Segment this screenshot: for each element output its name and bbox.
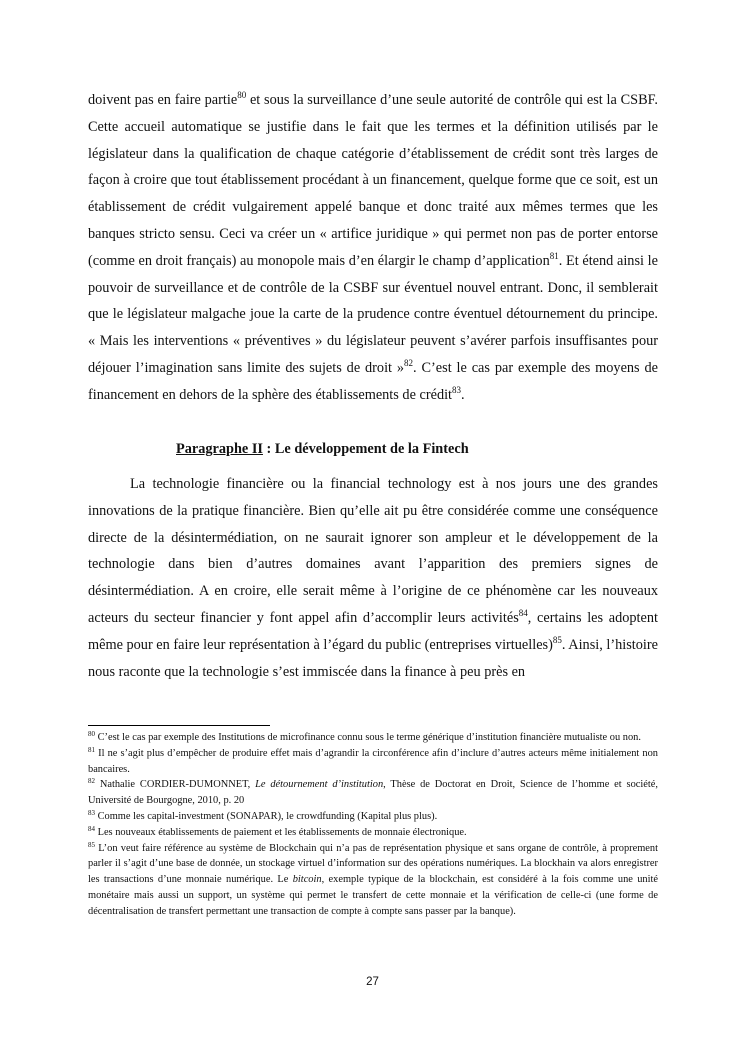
- text-segment: , certains les adoptent même pour en faire leur représentation à l’égard du public (entreprises virtuelles): [88, 609, 658, 653]
- footnote-term-italic: bitcoin: [292, 874, 322, 886]
- footnote-text: L’on veut faire référence au système de Blockchain qui n’a pas de représentation physique et sans organe de contrôle, à proprement parler il s’agit d’une base de donnée, un stockage virtuel d’information sur des opérations numériques. La blockhain va alors enregistrer les transactions d’une monnaie numérique. Le: [88, 842, 658, 886]
- footnote-title-italic: Le détournement d’institution: [255, 779, 384, 791]
- footnote-text: Les nouveaux établissements de paiement et les établissements de monnaie électronique.: [95, 826, 467, 838]
- footnote-ref-84[interactable]: 84: [518, 607, 528, 618]
- footnote-ref-81[interactable]: 81: [549, 250, 559, 261]
- footnote-85: [88, 841, 658, 920]
- footnote-83: [88, 809, 658, 825]
- footnote-ref-82[interactable]: 82: [404, 357, 414, 368]
- footnote-80: [88, 730, 658, 746]
- footnote-81: [88, 746, 658, 778]
- footnote-text: Comme les capital-investment (SONAPAR), le crowdfunding (Kapital plus plus).: [95, 810, 438, 822]
- footnote-number: 84: [88, 824, 95, 833]
- footnote-ref-83[interactable]: 83: [452, 384, 462, 395]
- footnote-number: 82: [88, 777, 95, 786]
- heading-label: Paragraphe II: [176, 441, 263, 457]
- text-segment: et sous la surveillance d’une seule autorité de contrôle qui est la CSBF. Cette accueil automatique se justifie dans le fait que les termes et la définition utilisés par le législateur dans la qualification de chaque catégorie d’établissement de crédit sont très larges de façon à croire que tout établissement procédant à un financement, quelque forme que ce soit, est un établissement de crédit vulgairement appelé banque et donc traité aux mêmes termes que les banques stricto sensu. Ceci va créer un « artifice juridique » qui permet non pas de porter entorse (comme en droit français) au monopole mais d’en élargir le champ d’application: [88, 92, 658, 269]
- text-segment: . C’est le cas par exemple des moyens de financement en dehors de la sphère des établissements de crédit: [88, 359, 658, 403]
- footnote-text: , exemple typique de la blockchain, est considéré à la fois comme une unité monétaire mais aussi un support, un système qui permet le transfert de cette monnaie et la vérification de celle-ci (une forme de décentralisation de transfert permettant une transaction de compte à compte sans passer par la banque).: [88, 874, 659, 917]
- footnote-separator: [88, 725, 270, 726]
- section-heading: [176, 436, 469, 462]
- text-segment: . Ainsi, l’histoire nous raconte que la technologie s’est immiscée dans la finance à peu près en: [88, 636, 659, 680]
- page-number: 27: [366, 976, 379, 988]
- footnote-number: 80: [88, 730, 95, 738]
- text-segment: La technologie financière ou la financial technology est à nos jours une des grandes innovations de la pratique financière. Bien qu’elle ait pu être considérée comme une conséquence directe de la désintermédiation, on ne saurait ignorer son ampleur et le développement de la technologie dans bien d’autres domaines avant l’apparition des premiers signes de désintermédiation. A en croire, elle serait même à l’origine de ce phénomène car les nouveaux acteurs du secteur financier y font appel afin d’accomplir leurs activités: [88, 476, 658, 626]
- footnote-number: 85: [88, 840, 95, 849]
- body-paragraph-2: [88, 471, 658, 685]
- footnote-text: , Thèse de Doctorat en Droit, Science de l’homme et société, Université de Bourgogne, 2010, p. 20: [88, 779, 658, 807]
- footnote-82: [88, 777, 658, 809]
- text-segment: .: [461, 386, 465, 403]
- text-segment: doivent pas en faire partie: [88, 92, 238, 108]
- footnote-text: Il ne s’agit plus d’empêcher de produire effet mais d’agrandir la circonférence afin d’inclure d’autres acteurs même initialement non bancaires.: [88, 747, 658, 775]
- heading-title: : Le développement de la Fintech: [262, 441, 469, 457]
- body-paragraph-1: [88, 87, 658, 409]
- footnote-number: 81: [88, 745, 95, 754]
- footnote-text: C’est le cas par exemple des Institutions de microfinance connu sous le terme générique d’institution financière mutualiste ou non.: [95, 732, 641, 743]
- footnote-number: 83: [88, 808, 95, 817]
- footnotes: [88, 730, 658, 920]
- footnote-84: [88, 825, 658, 841]
- footnote-ref-85[interactable]: 85: [552, 634, 562, 645]
- footnote-ref-80[interactable]: 80: [237, 90, 247, 100]
- footnote-text: Nathalie CORDIER-DUMONNET,: [95, 779, 256, 791]
- text-segment: . Et étend ainsi le pouvoir de surveillance et de contrôle de la CSBF sur éventuel nouvel entrant. Donc, il semblerait que le législateur malgache joue la carte de la prudence contre éventuel détournement du principe. « Mais les interventions « préventives » du législateur peuvent s’avérer parfois insuffisantes pour déjouer l’imagination sans limite des sujets de droit »: [88, 252, 658, 376]
